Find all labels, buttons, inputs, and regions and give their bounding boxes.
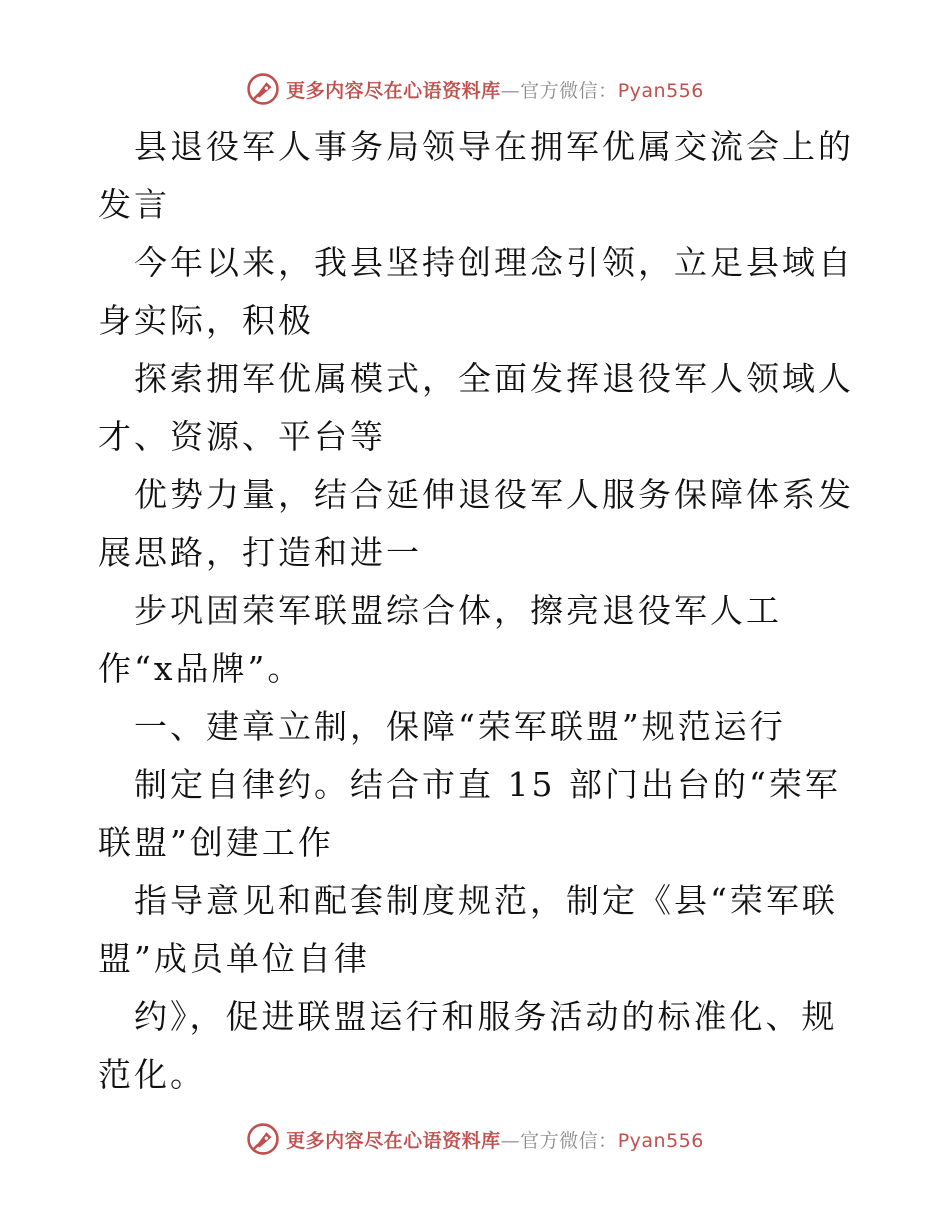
watermark-separator: — (500, 79, 521, 102)
footer-watermark (0, 1122, 950, 1156)
watermark-text (286, 1126, 704, 1153)
watermark-separator: — (500, 1129, 521, 1152)
paragraph: 约》，促进联盟运行和服务活动的标准化、规范化。 (98, 997, 838, 1094)
pen-nib-logo-icon (246, 1122, 280, 1156)
header-watermark (0, 72, 950, 106)
watermark-site: 更多内容尽在心语资料库 (286, 1129, 501, 1152)
paragraph: 指导意见和配套制度规范，制定《县“荣军联盟”成员单位自律 (98, 881, 838, 978)
watermark-text (286, 76, 704, 103)
pen-nib-logo-icon (246, 72, 280, 106)
paragraph: 探索拥军优属模式，全面发挥退役军人领域人才、资源、平台等 (98, 359, 854, 456)
paragraph: 今年以来，我县坚持创理念引领，立足县域自身实际，积极 (98, 243, 854, 340)
document-body (98, 118, 858, 1104)
watermark-wechat-label: 官方微信： (520, 1129, 618, 1152)
document-title: 县退役军人事务局领导在拥军优属交流会上的发言 (98, 127, 854, 224)
paragraph: 优势力量，结合延伸退役军人服务保障体系发展思路，打造和进一 (98, 475, 854, 572)
paragraph: 制定自律约。结合市直 15 部门出台的“荣军联盟”创建工作 (98, 765, 841, 862)
section-heading: 一、建章立制，保障“荣军联盟”规范运行 (134, 707, 786, 746)
watermark-handle: Pyan556 (617, 79, 704, 102)
watermark-wechat-label: 官方微信： (520, 79, 618, 102)
watermark-handle: Pyan556 (617, 1129, 704, 1152)
watermark-site: 更多内容尽在心语资料库 (286, 79, 501, 102)
paragraph: 步巩固荣军联盟综合体，擦亮退役军人工作“x品牌”。 (98, 591, 782, 688)
